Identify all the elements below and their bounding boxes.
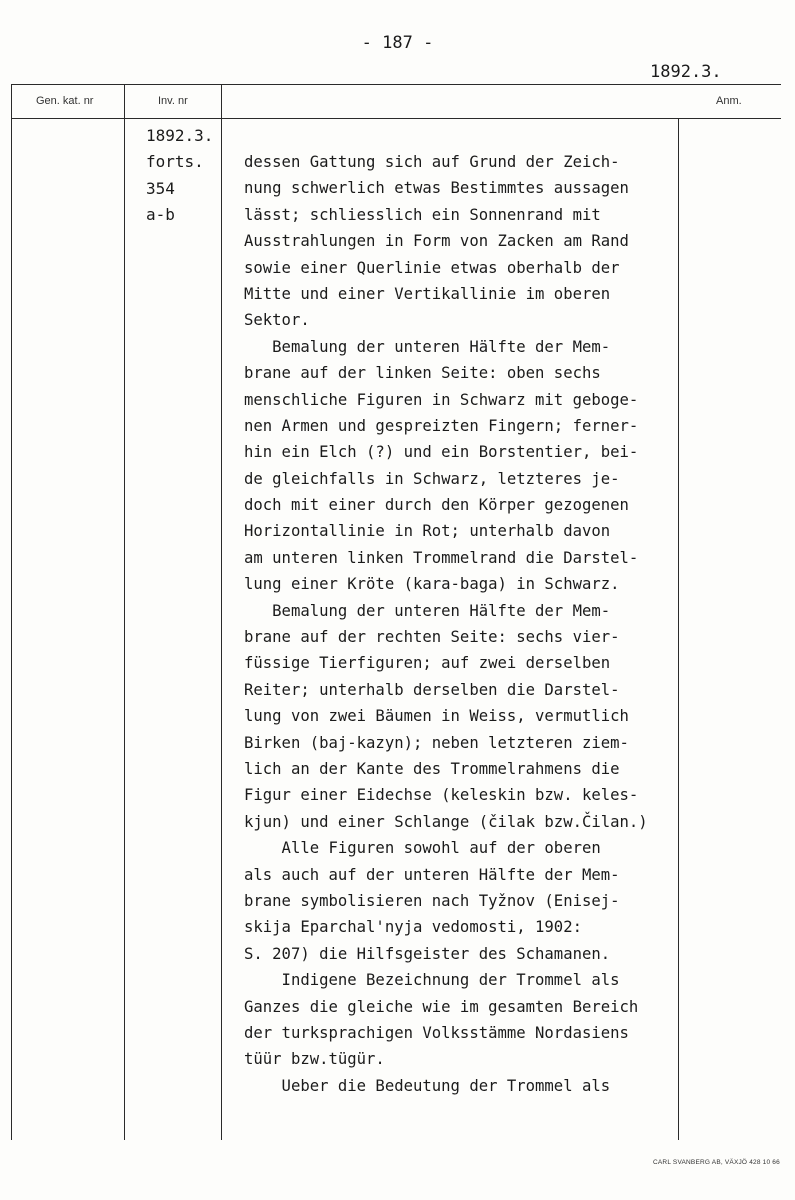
text-line: kjun) und einer Schlange (čilak bzw.Čilan.): [244, 812, 648, 831]
text-line: lässt; schliesslich ein Sonnenrand mit: [244, 205, 601, 224]
text-line: doch mit einer durch den Körper gezogenen: [244, 496, 629, 515]
text-line: Horizontallinie in Rot; unterhalb davon: [244, 522, 611, 541]
page-number: - 187 -: [361, 33, 434, 53]
text-line: nung schwerlich etwas Bestimmtes aussagen: [244, 179, 629, 198]
text-line: hin ein Elch (?) und ein Borstentier, bei-: [244, 443, 639, 462]
text-line: Mitte und einer Vertikallinie im oberen: [244, 284, 611, 303]
text-line: Reiter; unterhalb derselben die Darstel-: [244, 680, 620, 699]
text-line: Indigene Bezeichnung der Trommel als: [244, 971, 620, 990]
text-line: menschliche Figuren in Schwarz mit geboge-: [244, 390, 639, 409]
text-line: Figur einer Eidechse (keleskin bzw. keles-: [244, 786, 639, 805]
header-anm: Anm.: [716, 95, 742, 107]
text-line: sowie einer Querlinie etwas oberhalb der: [244, 258, 620, 277]
text-line: Ausstrahlungen in Form von Zacken am Rand: [244, 232, 629, 251]
text-line: Ueber die Bedeutung der Trommel als: [244, 1076, 611, 1095]
printer-mark: CARL SVANBERG AB, VÄXJÖ 428 10 66: [653, 1159, 780, 1166]
inventory-entry: forts.: [146, 152, 204, 172]
text-line: Bemalung der unteren Hälfte der Mem-: [244, 337, 611, 356]
header-gen-kat-nr: Gen. kat. nr: [36, 95, 94, 107]
text-line: Ganzes die gleiche wie im gesamten Bereich: [244, 997, 639, 1016]
inventory-entry: 1892.3.: [146, 126, 214, 145]
text-line: füssige Tierfiguren; auf zwei derselben: [244, 654, 611, 673]
text-line: Birken (baj-kazyn); neben letzteren ziem-: [244, 733, 629, 752]
text-line: lung von zwei Bäumen in Weiss, vermutlich: [244, 707, 629, 726]
text-line: brane symbolisieren nach Tyžnov (Enisej-: [244, 891, 620, 910]
text-line: der turksprachigen Volksstämme Nordasiens: [244, 1023, 629, 1042]
text-line: am unteren linken Trommelrand die Darstel-: [244, 548, 639, 567]
text-line: lung einer Kröte (kara-baga) in Schwarz.: [244, 575, 620, 594]
text-line: skija Eparchal'nyja vedomosti, 1902:: [244, 918, 582, 937]
column-divider-2: [221, 84, 222, 1140]
inventory-column: [146, 123, 213, 229]
inventory-entry: 354: [146, 178, 175, 198]
header-bottom-rule: [11, 118, 781, 119]
text-line: tüür bzw.tügür.: [244, 1050, 385, 1069]
text-line: dessen Gattung sich auf Grund der Zeich-: [244, 153, 620, 171]
text-line: lich an der Kante des Trommelrahmens die: [244, 759, 620, 778]
text-line: brane auf der rechten Seite: sechs vier-: [244, 628, 620, 647]
text-line: S. 207) die Hilfsgeister des Schamanen.: [244, 944, 611, 963]
body-text: [244, 149, 684, 1099]
text-line: brane auf der linken Seite: oben sechs: [244, 364, 601, 383]
reference-number: 1892.3.: [650, 62, 722, 82]
inventory-entry: a-b: [146, 205, 175, 225]
text-line: als auch auf der unteren Hälfte der Mem-: [244, 865, 620, 884]
text-line: Bemalung der unteren Hälfte der Mem-: [244, 601, 611, 620]
text-line: Alle Figuren sowohl auf der oberen: [244, 839, 601, 858]
text-line: Sektor.: [244, 311, 310, 330]
column-divider-1: [124, 84, 125, 1140]
header-inv-nr: Inv. nr: [158, 95, 188, 107]
text-line: nen Armen und gespreizten Fingern; ferner-: [244, 416, 639, 435]
header-top-rule: [11, 84, 781, 85]
text-line: de gleichfalls in Schwarz, letzteres je-: [244, 469, 620, 488]
left-border-rule: [11, 84, 12, 1140]
